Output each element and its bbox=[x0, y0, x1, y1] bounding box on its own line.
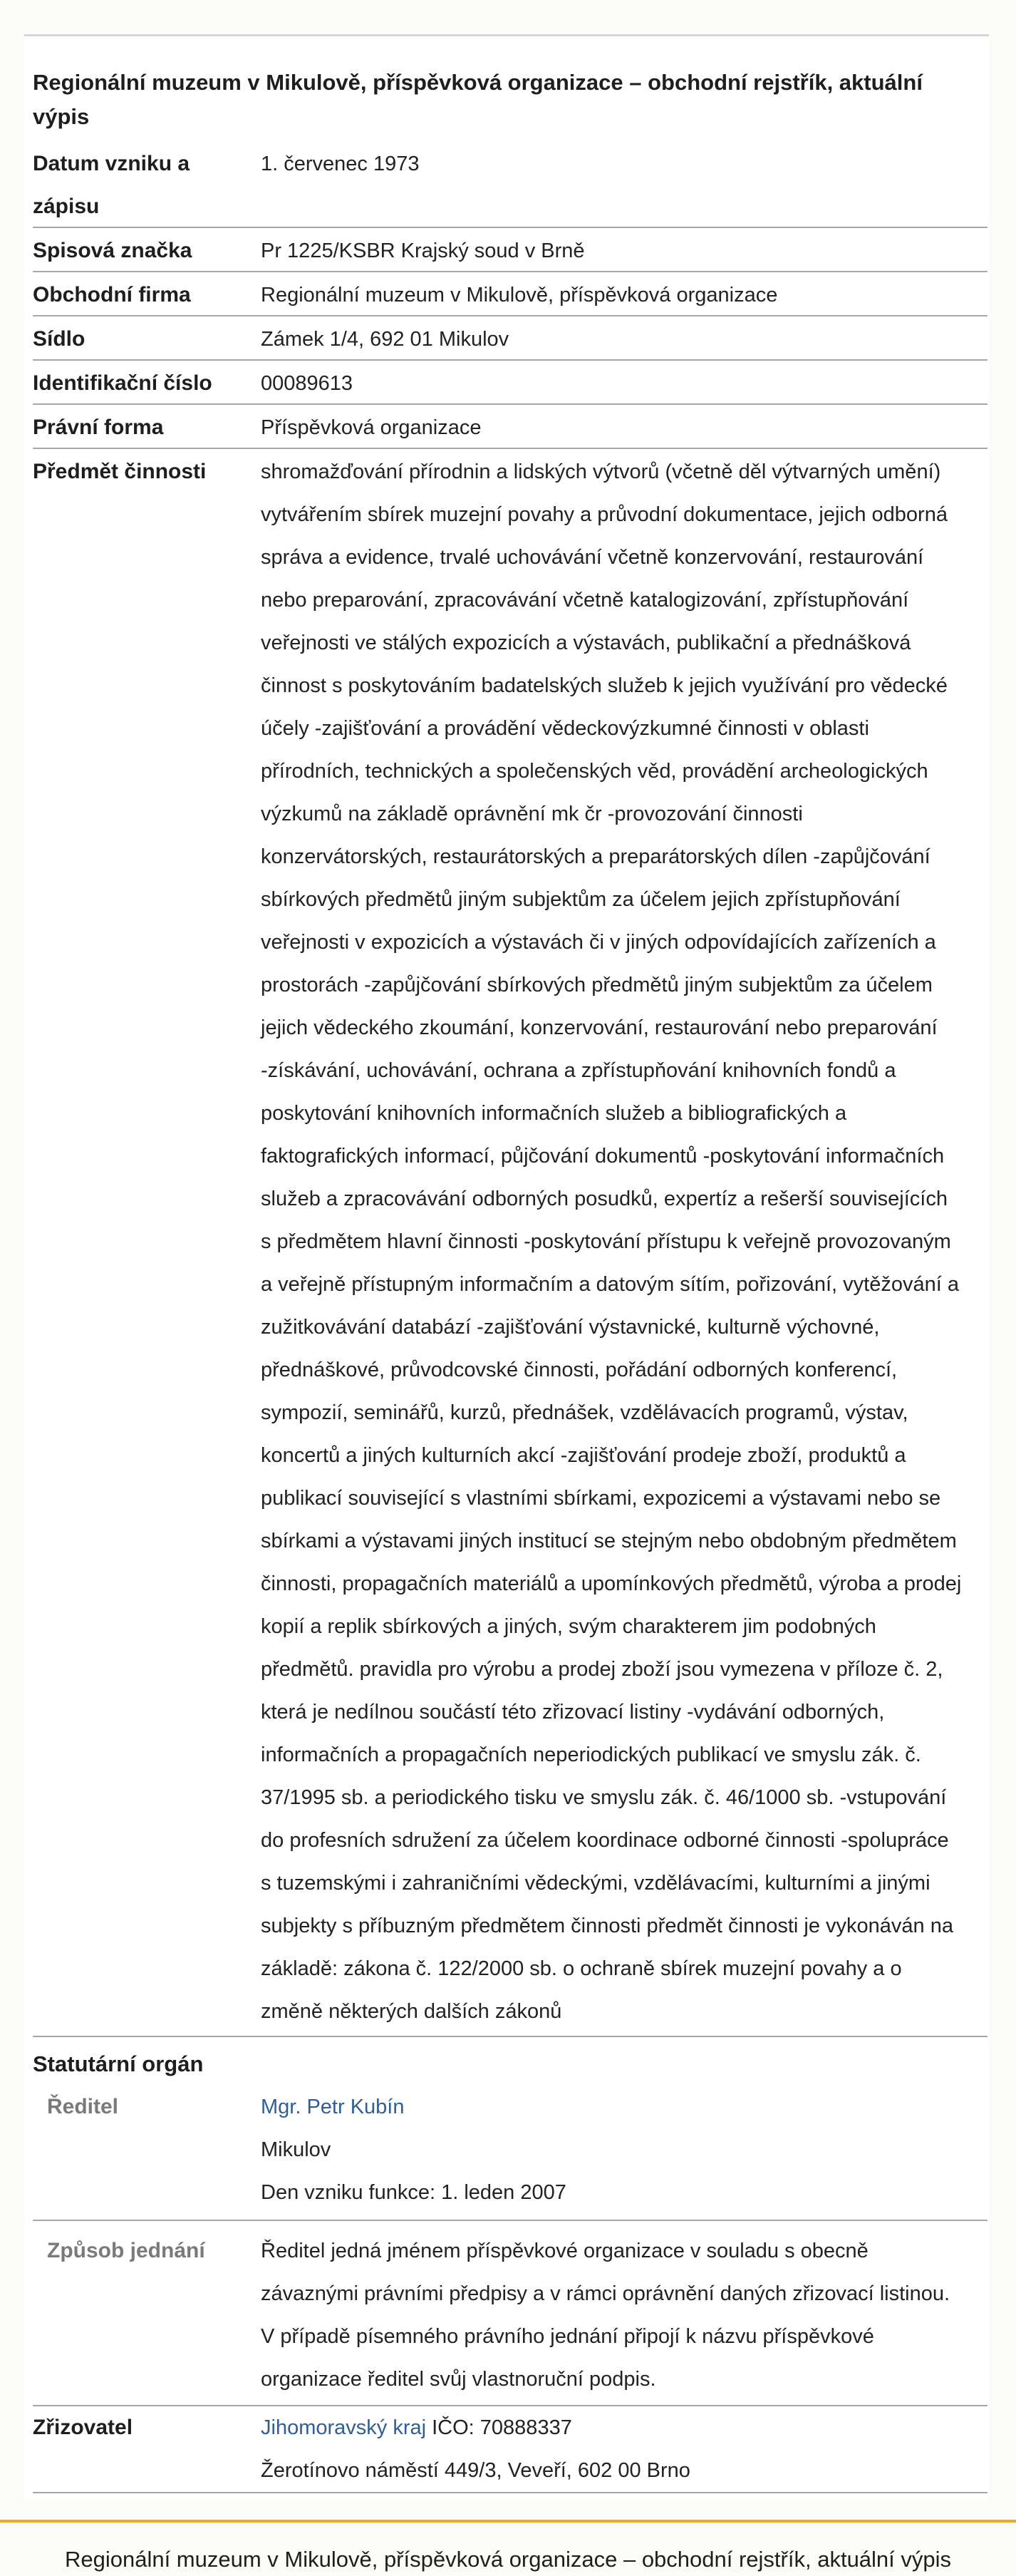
row-predmet-cinnosti bbox=[33, 450, 988, 2037]
predmet-line: sbírkami a výstavami jiných institucí se stejným nebo obdobným předmětem bbox=[261, 1530, 957, 1552]
predmet-line: a veřejně přístupným informačním a datovým sítím, pořizování, vytěžování a bbox=[261, 1273, 959, 1296]
predmet-line: sbírkových předmětů jiným subjektům za účelem jejich zpřístupňování bbox=[261, 888, 901, 911]
statutarni-organ-heading: Statutární orgán bbox=[33, 2051, 204, 2076]
predmet-line: jejich vědeckého zkoumání, konzervování, restaurování nebo preparování bbox=[261, 1016, 938, 1039]
predmet-line: poskytování knihovních informačních služeb a bibliografických a bbox=[261, 1102, 847, 1125]
predmet-line: do profesních sdružení za účelem koordinace odborné činnosti -spolupráce bbox=[261, 1829, 949, 1852]
label-line: zápisu bbox=[33, 195, 100, 218]
value-predmet-cinnosti bbox=[261, 450, 990, 2033]
predmet-line: vytvářením sbírek muzejní povahy a průvodní dokumentace, jejich odborná bbox=[261, 503, 948, 526]
predmet-line: shromažďování přírodnin a lidských výtvorů (včetně děl výtvarných umění) bbox=[261, 460, 941, 483]
page-title bbox=[33, 66, 988, 134]
predmet-line: s tuzemskými i zahraničními vědeckými, vzdělávacími, kulturními a jinými bbox=[261, 1872, 931, 1895]
value-pravni-forma: Příspěvková organizace bbox=[261, 416, 482, 439]
page-title-line: Regionální muzeum v Mikulově, příspěvková organizace – obchodní rejstřík, aktuální bbox=[33, 70, 923, 95]
label-zpusob-jednani: Způsob jednání bbox=[47, 2239, 205, 2262]
value-obchodni-firma: Regionální muzeum v Mikulově, příspěvková organizace bbox=[261, 284, 778, 306]
zrizovatel-ico: IČO: 70888337 bbox=[432, 2416, 572, 2439]
zpusob-line: organizace ředitel svůj vlastnoruční podpis. bbox=[261, 2368, 656, 2391]
value-sidlo: Zámek 1/4, 692 01 Mikulov bbox=[261, 328, 509, 351]
reditel-city: Mikulov bbox=[261, 2138, 331, 2161]
footer-title: Regionální muzeum v Mikulově, příspěvková organizace – obchodní rejstřík, aktuální výpis bbox=[64, 2547, 952, 2572]
value-identifikacni-cislo: 00089613 bbox=[261, 372, 353, 395]
value-reditel bbox=[261, 2086, 988, 2214]
predmet-line: zužitkovávání databází -zajišťování výstavnické, kulturně výchovné, bbox=[261, 1316, 880, 1339]
predmet-line: předmětů. pravidla pro výrobu a prodej zboží jsou vymezena v příloze č. 2, bbox=[261, 1658, 943, 1681]
predmet-line: účely -zajišťování a provádění vědeckovýzkumné činnosti v oblasti bbox=[261, 717, 869, 740]
footer bbox=[0, 2523, 1016, 2576]
row-spisova-znacka bbox=[33, 230, 988, 272]
row-pravni-forma bbox=[33, 406, 988, 449]
predmet-line: informačních a propagačních neperiodických publikací ve smyslu zák. č. bbox=[261, 1743, 921, 1766]
predmet-line: publikací související s vlastními sbírkami, expozicemi a výstavami nebo se bbox=[261, 1487, 941, 1510]
value-zpusob-jednani bbox=[261, 2230, 988, 2401]
row-reditel bbox=[33, 2086, 988, 2221]
predmet-line: prostorách -zapůjčování sbírkových předmětů jiným subjektům za účelem bbox=[261, 974, 933, 996]
row-obchodni-firma bbox=[33, 274, 988, 316]
predmet-line: přírodních, technických a společenských věd, provádění archeologických bbox=[261, 760, 928, 783]
predmet-line: přednáškové, průvodcovské činnosti, pořádání odborných konferencí, bbox=[261, 1359, 898, 1381]
row-zpusob-jednani bbox=[33, 2230, 988, 2406]
predmet-line: správa a evidence, trvalé uchovávání včetně konzervování, restaurování bbox=[261, 546, 924, 569]
predmet-line: kopií a replik sbírkových a jiných, svým charakterem jim podobných bbox=[261, 1615, 876, 1638]
predmet-line: subjekty s příbuzným předmětem činnosti předmět činnosti je vykonáván na bbox=[261, 1915, 953, 1937]
row-datum-vzniku bbox=[33, 143, 988, 228]
row-identifikacni-cislo bbox=[33, 362, 988, 405]
zpusob-line: V případě písemného právního jednání připojí k názvu příspěvkové bbox=[261, 2325, 874, 2348]
label-datum-vzniku bbox=[33, 143, 247, 228]
label-spisova-znacka: Spisová značka bbox=[33, 239, 192, 262]
predmet-line: konzervátorských, restaurátorských a preparátorských dílen -zapůjčování bbox=[261, 845, 931, 868]
predmet-line: služeb a zpracovávání odborných posudků, expertíz a rešerší souvisejících bbox=[261, 1187, 948, 1210]
predmet-line: která je nedílnou součástí této zřizovací listiny -vydávání odborných, bbox=[261, 1701, 885, 1724]
predmet-line: změně některých dalších zákonů bbox=[261, 2000, 562, 2023]
predmet-line: -získávání, uchovávání, ochrana a zpřístupňování knihovních fondů a bbox=[261, 1059, 896, 1082]
label-zrizovatel: Zřizovatel bbox=[33, 2416, 133, 2439]
zpusob-line: závaznými právními předpisy a v rámci oprávnění daných zřizovací listinou. bbox=[261, 2282, 950, 2305]
predmet-line: 37/1995 sb. a periodického tisku ve smyslu zák. č. 46/1000 sb. -vstupování bbox=[261, 1786, 947, 1809]
zrizovatel-address: Žerotínovo náměstí 449/3, Veveří, 602 00 Brno bbox=[261, 2459, 690, 2482]
label-obchodni-firma: Obchodní firma bbox=[33, 283, 191, 306]
label-sidlo: Sídlo bbox=[33, 327, 85, 351]
label-line: Datum vzniku a bbox=[33, 152, 190, 175]
zrizovatel-name-link[interactable]: Jihomoravský kraj bbox=[261, 2416, 427, 2439]
predmet-line: sympozií, seminářů, kurzů, přednášek, vzdělávacích programů, výstav, bbox=[261, 1401, 908, 1424]
predmet-line: veřejnosti v expozicích a výstavách či v jiných odpovídajících zařízeních a bbox=[261, 931, 936, 954]
predmet-line: činnosti, propagačních materiálů a upomínkových předmětů, výroba a prodej bbox=[261, 1572, 962, 1595]
reditel-name-link[interactable]: Mgr. Petr Kubín bbox=[261, 2096, 405, 2118]
predmet-line: výzkumů na základě oprávnění mk čr -provozování činnosti bbox=[261, 803, 803, 825]
predmet-line: faktografických informací, půjčování dokumentů -poskytování informačních bbox=[261, 1145, 945, 1168]
label-identifikacni-cislo: Identifikační číslo bbox=[33, 371, 212, 395]
reditel-since: Den vzniku funkce: 1. leden 2007 bbox=[261, 2181, 566, 2204]
row-zrizovatel bbox=[33, 2406, 988, 2493]
value-zrizovatel bbox=[261, 2406, 988, 2492]
zpusob-line: Ředitel jedná jménem příspěvkové organizace v souladu s obecně bbox=[261, 2240, 869, 2262]
predmet-line: koncertů a jiných kulturních akcí -zajišťování prodeje zboží, produktů a bbox=[261, 1444, 906, 1467]
predmet-line: základě: zákona č. 122/2000 sb. o ochraně sbírek muzejní povahy a o bbox=[261, 1957, 902, 1980]
value-spisova-znacka: Pr 1225/KSBR Krajský soud v Brně bbox=[261, 239, 585, 262]
zrizovatel-first-line bbox=[261, 2406, 988, 2449]
predmet-line: činnost s poskytováním badatelských služeb k jejich využívání pro vědecké bbox=[261, 674, 948, 697]
value-datum-vzniku: 1. červenec 1973 bbox=[261, 153, 420, 175]
predmet-line: veřejnosti ve stálých expozicích a výstavách, publikační a přednášková bbox=[261, 632, 911, 654]
predmet-line: s předmětem hlavní činnosti -poskytování přístupu k veřejně provozovaným bbox=[261, 1230, 951, 1253]
predmet-line: nebo preparování, zpracovávání včetně katalogizování, zpřístupňování bbox=[261, 589, 909, 612]
label-pravni-forma: Právní forma bbox=[33, 416, 164, 439]
row-sidlo bbox=[33, 318, 988, 361]
page-title-line: výpis bbox=[33, 104, 90, 129]
label-reditel: Ředitel bbox=[47, 2095, 119, 2118]
label-predmet-cinnosti: Předmět činnosti bbox=[33, 460, 207, 483]
